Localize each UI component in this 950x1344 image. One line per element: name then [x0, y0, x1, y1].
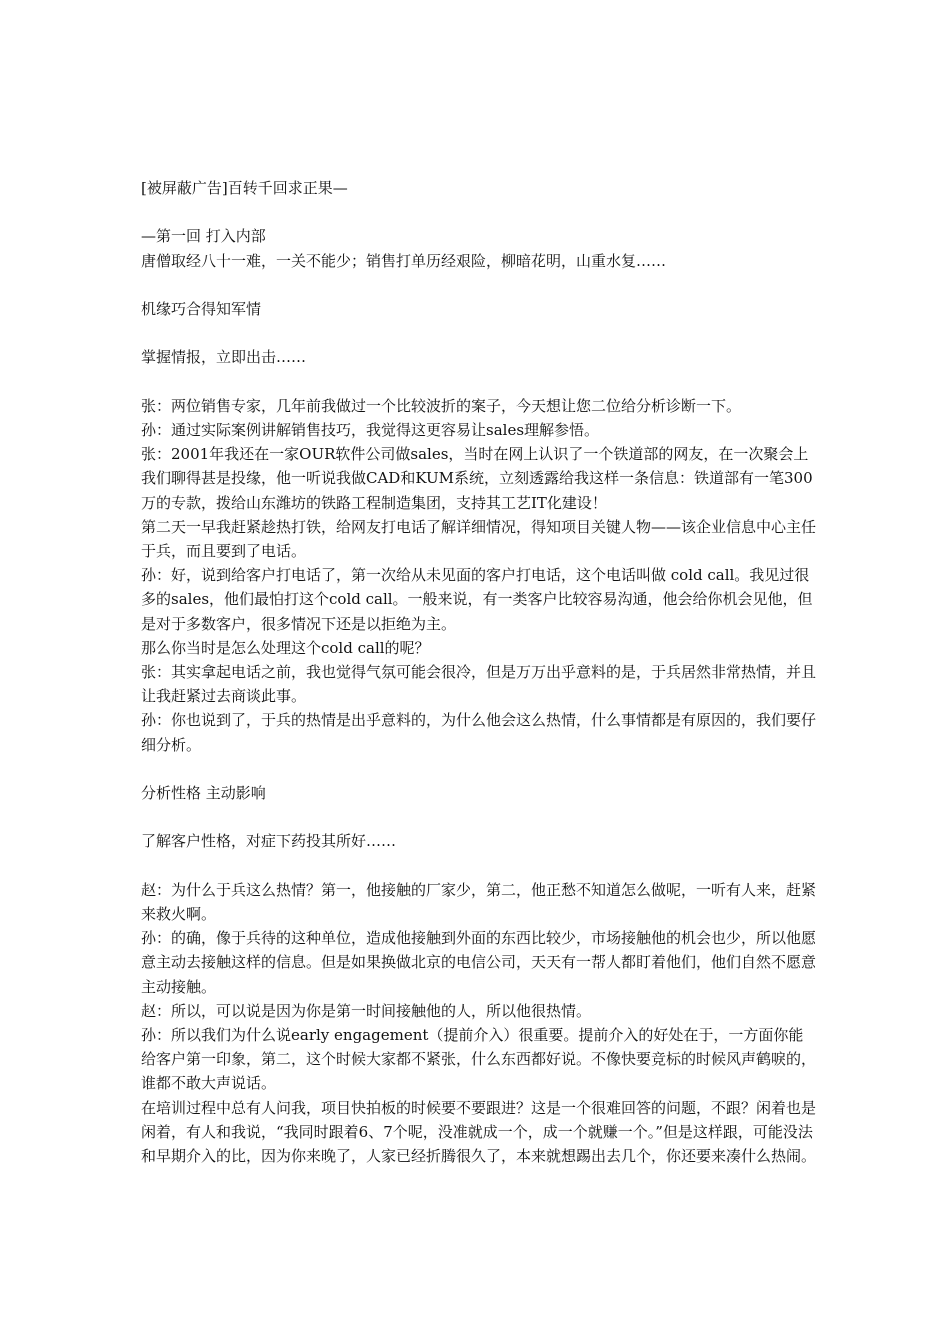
blank-line — [141, 370, 816, 394]
paragraph: 赵：为什么于兵这么热情？第一，他接触的厂家少，第二，他正愁不知道怎么做呢，一听有人来，赶紧来救火啊。 — [141, 880, 817, 923]
paragraph: 孙：所以我们为什么说early engagement（提前介入）很重要。提前介入的好处在于，一方面你能给客户第一印象，第二，这个时候大家都不紧张，什么东西都好说。不像快要竞标的时候风声鹤唳的，谁都不敢大声说话。 — [141, 1026, 817, 1093]
document-title: [被屏蔽广告]百转千回求正果— — [141, 179, 348, 197]
paragraph: 了解客户性格，对症下药投其所好…… — [141, 832, 397, 851]
blank-line — [141, 854, 816, 878]
paragraph: 张：其实拿起电话之前，我也觉得气氛可能会很冷，但是万万出乎意料的是，于兵居然非常热情，并且让我赶紧过去商谈此事。 — [141, 663, 817, 706]
paragraph: 唐僧取经八十一难，一关不能少；销售打单历经艰险，柳暗花明，山重水复…… — [141, 251, 667, 270]
blank-line — [141, 200, 816, 224]
paragraph: 在培训过程中总有人问我，项目快拍板的时候要不要跟进？这是一个很难回答的问题，不跟？闲着也是闲着，有人和我说，“我同时跟着6、7个呢，没准就成一个，成一个就赚一个。”但是这样跟，可能没法和早期介入的比，因为你来晚了，人家已经折腾很久了，本来就想踢出去几个，你还要来凑什么热闹。 — [141, 1098, 817, 1166]
document-body — [141, 176, 816, 1168]
paragraph-list — [141, 200, 816, 1168]
paragraph: 孙：的确，像于兵待的这种单位，造成他接触到外面的东西比较少，市场接触他的机会也少，所以他愿意主动去接触这样的信息。但是如果换做北京的电信公司，天天有一帮人都盯着他们，他们自然不愿意主动接触。 — [141, 929, 817, 996]
paragraph: 赵：所以，可以说是因为你是第一时间接触他的人，所以他很热情。 — [141, 1001, 592, 1020]
blank-line — [141, 805, 816, 829]
blank-line — [141, 273, 816, 297]
paragraph: 那么你当时是怎么处理这个cold call的呢？ — [141, 638, 430, 657]
paragraph: 张：2001年我还在一家OUR软件公司做sales，当时在网上认识了一个铁道部的网友，在一次聚会上我们聊得甚是投缘，他一听说我做CAD和KUM系统，立刻透露给我这样一条信息：铁道部有一笔300万的专款，拨给山东潍坊的铁路工程制造集团，支持其工艺IT化建设！ — [141, 445, 813, 512]
paragraph: —第一回 打入内部 — [141, 227, 266, 246]
paragraph: 张：两位销售专家，几年前我做过一个比较波折的案子，今天想让您二位给分析诊断一下。 — [141, 396, 742, 415]
blank-line — [141, 757, 816, 781]
paragraph: 孙：你也说到了，于兵的热情是出乎意料的，为什么他会这么热情，什么事情都是有原因的，我们要仔细分析。 — [141, 711, 817, 754]
blank-line — [141, 321, 816, 345]
paragraph: 掌握情报，立即出击…… — [141, 348, 307, 367]
paragraph: 孙：通过实际案例讲解销售技巧，我觉得这更容易让sales理解参悟。 — [141, 420, 600, 439]
paragraph: 第二天一早我赶紧趁热打铁，给网友打电话了解详细情况，得知项目关键人物——该企业信息中心主任于兵，而且要到了电话。 — [141, 517, 817, 560]
paragraph: 孙：好，说到给客户打电话了，第一次给从未见面的客户打电话，这个电话叫做 cold call。我见过很多的sales，他们最怕打这个cold call。一般来说，有一类客户比较容易沟通，他会给你机会见他，但是对于多数客户，很多情况下还是以拒绝为主。 — [141, 566, 813, 633]
paragraph: 机缘巧合得知军情 — [141, 299, 262, 318]
paragraph: 分析性格 主动影响 — [141, 784, 266, 802]
